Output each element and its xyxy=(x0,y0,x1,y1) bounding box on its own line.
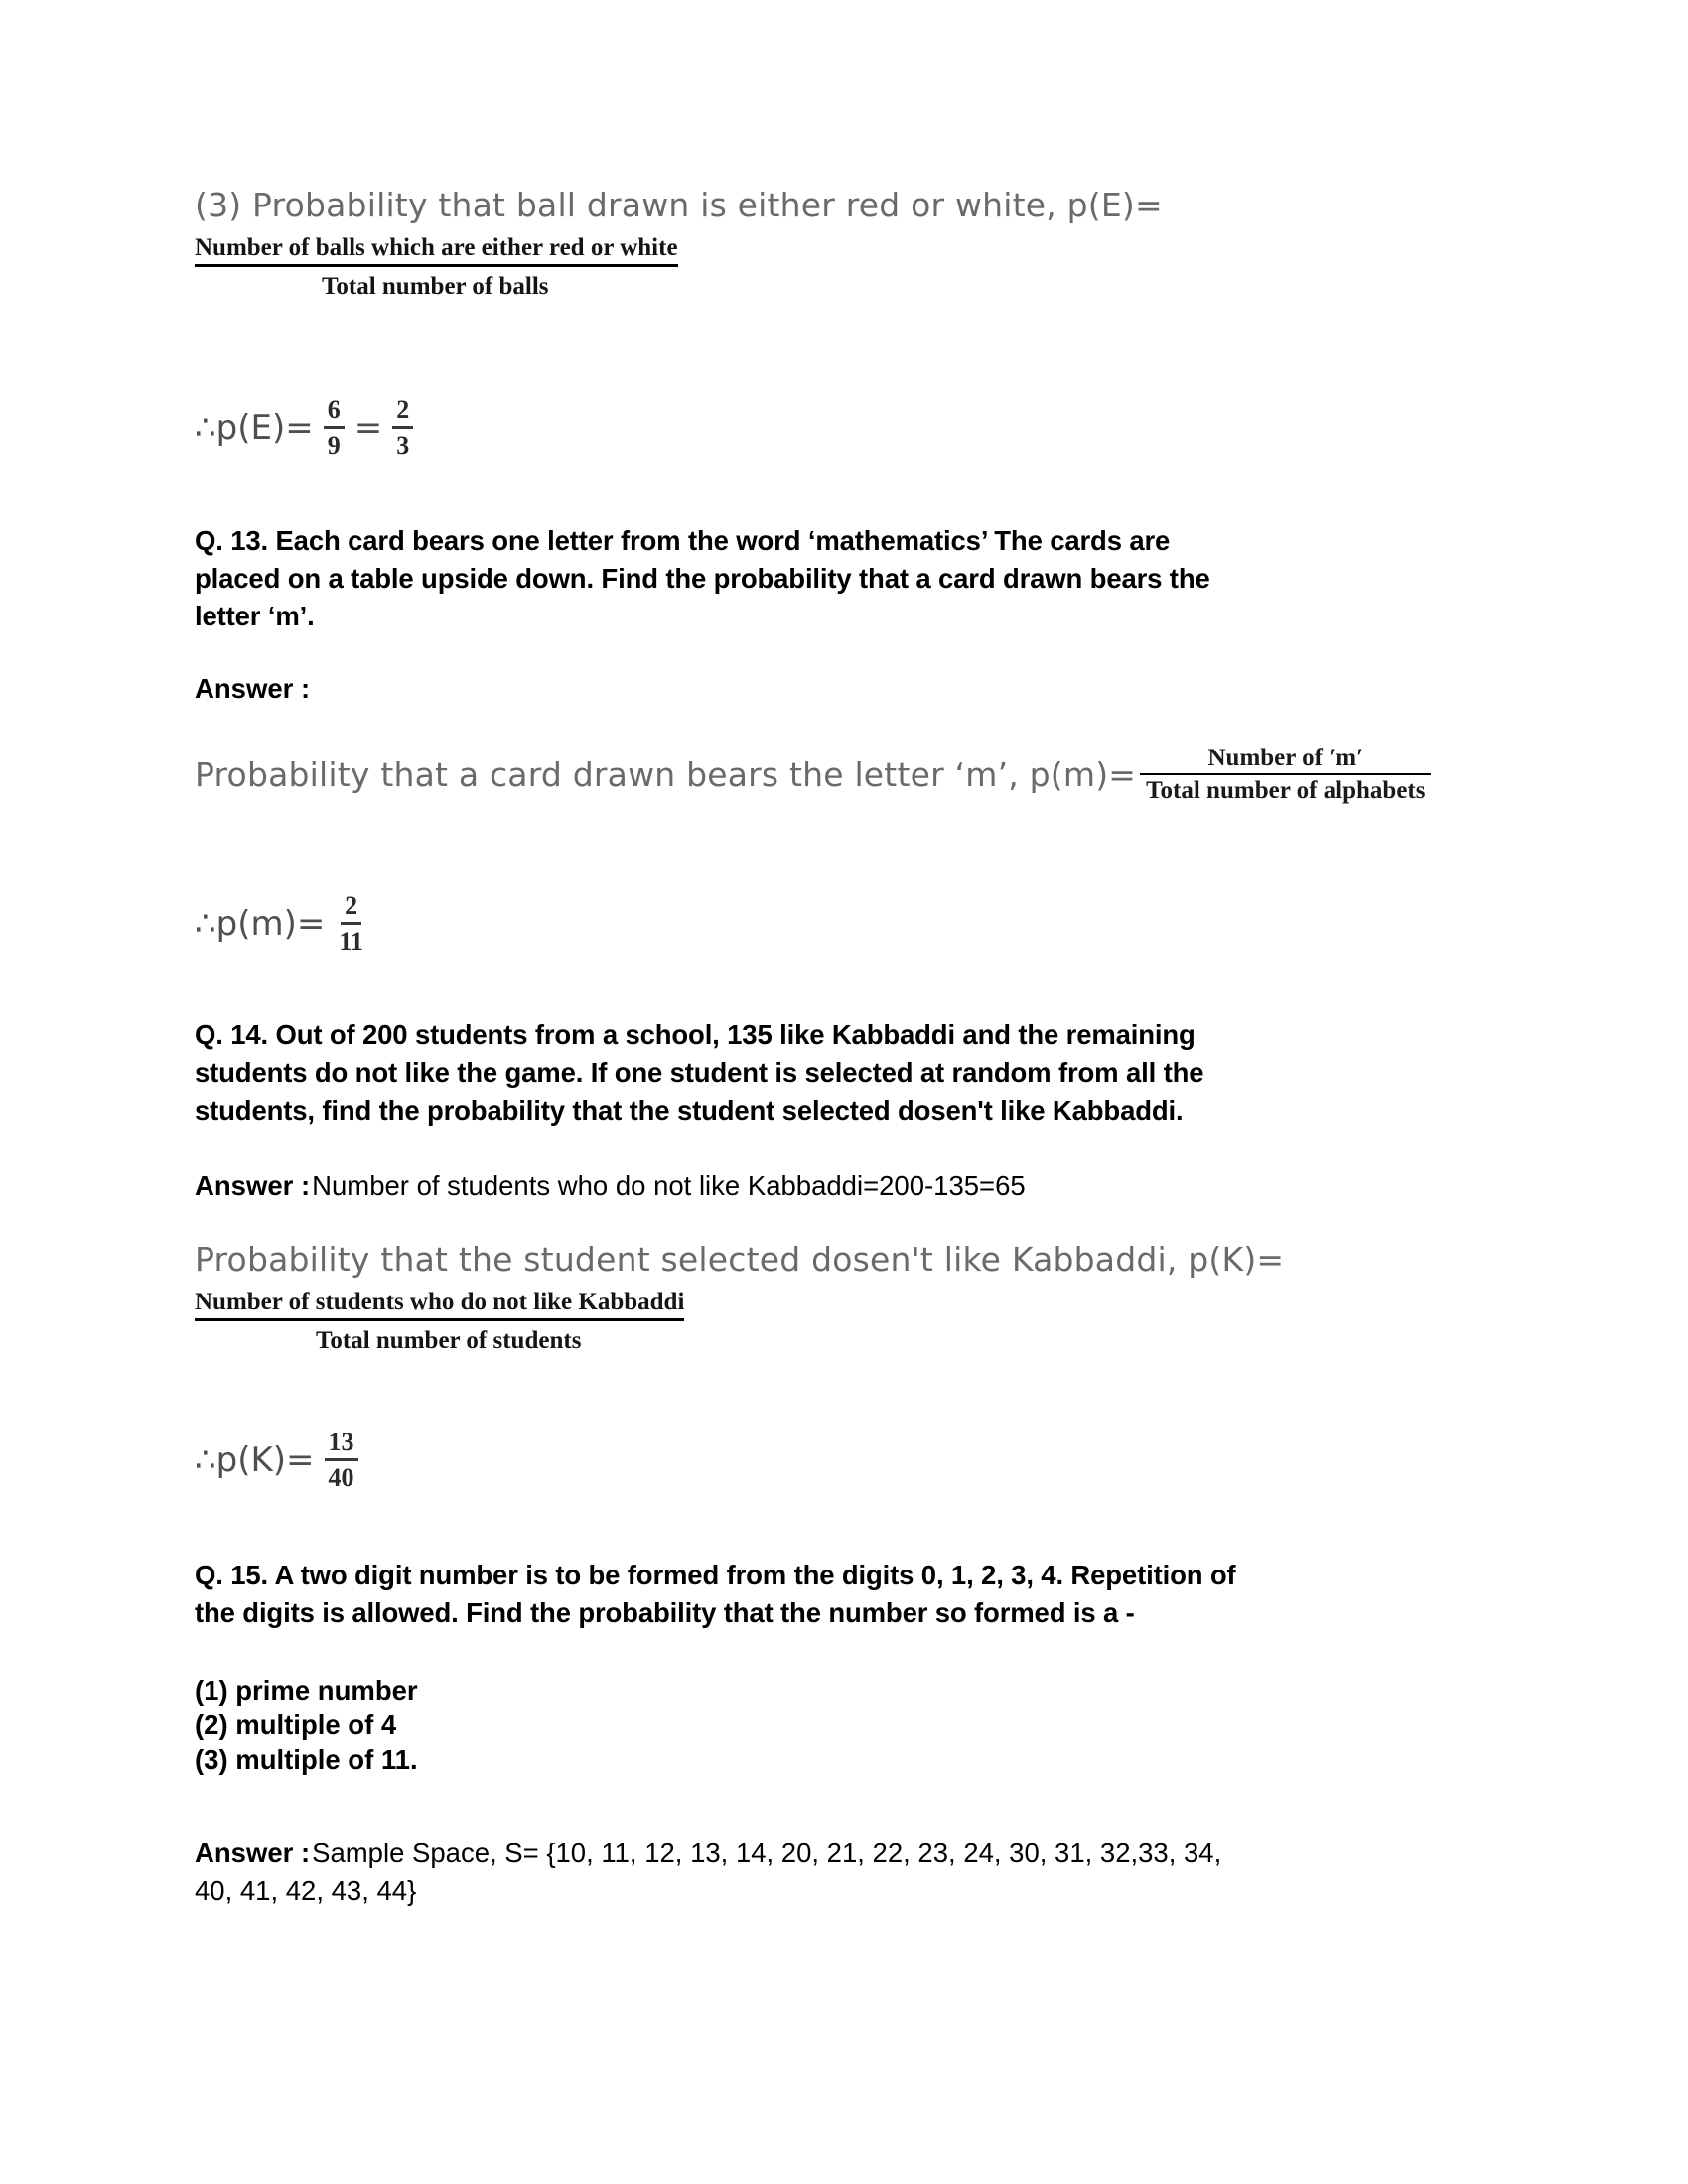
question-15-option-1: (1) prime number xyxy=(195,1675,418,1706)
question-13-block xyxy=(195,522,1210,635)
question-13-formula xyxy=(195,745,1431,805)
question-13-answer-label xyxy=(195,673,310,705)
q12-part3-fraction-numerator: Number of balls which are either red or white xyxy=(195,234,678,267)
question-14-result xyxy=(195,1430,358,1491)
answer-label: Answer : xyxy=(195,673,311,704)
fraction-denominator: 9 xyxy=(327,431,341,460)
question-15-option-2: (2) multiple of 4 xyxy=(195,1709,397,1741)
q12-part3-fraction-denominator: Total number of balls xyxy=(322,272,549,300)
question-13-line-1: Q. 13. Each card bears one letter from the word ‘mathematics’ The cards are xyxy=(195,525,1171,556)
question-15-answer-line-2: 40, 41, 42, 43, 44} xyxy=(195,1874,417,1906)
q12-part3-result xyxy=(195,397,413,459)
fraction-denominator: 11 xyxy=(339,927,363,956)
q12-part3-result-fraction-2 xyxy=(392,397,413,459)
question-14-answer-text: Number of students who do not like Kabbaddi=200-135=65 xyxy=(312,1170,1026,1201)
equals-sign: = xyxy=(353,408,383,448)
question-13-result-lead: ∴p(m)= xyxy=(195,904,326,944)
question-14-formula xyxy=(195,1241,1284,1355)
question-13-formula-fraction xyxy=(1140,745,1431,805)
fraction-denominator: 40 xyxy=(328,1463,354,1492)
question-13-formula-text: Probability that a card drawn bears the letter ‘m’, p(m)= xyxy=(195,754,1137,794)
question-15-options xyxy=(195,1673,418,1778)
question-15-line-1: Q. 15. A two digit number is to be formed from the digits 0, 1, 2, 3, 4. Repetition of xyxy=(195,1560,1236,1590)
question-14-result-fraction xyxy=(325,1430,358,1491)
question-15-answer-line-1: Sample Space, S= {10, 11, 12, 13, 14, 20, 21, 22, 23, 24, 30, 31, 32,33, 34, xyxy=(312,1838,1222,1868)
answer-label: Answer : xyxy=(195,1170,311,1201)
fraction-numerator: 6 xyxy=(324,397,345,429)
fraction-numerator: 2 xyxy=(392,397,413,429)
answer-label: Answer : xyxy=(195,1838,311,1868)
fraction-numerator: 13 xyxy=(325,1430,358,1461)
question-14-formula-fraction xyxy=(195,1289,1284,1355)
question-15-line-2: the digits is allowed. Find the probability that the number so formed is a - xyxy=(195,1596,1135,1628)
question-13-result-fraction xyxy=(335,893,367,955)
question-14-formula-heading: Probability that the student selected dosen't like Kabbaddi, p(K)= xyxy=(195,1240,1285,1279)
q12-part3-heading: (3) Probability that ball drawn is either red or white, p(E)= xyxy=(195,186,1163,224)
fraction-denominator: Total number of students xyxy=(316,1326,582,1354)
question-14-result-lead: ∴p(K)= xyxy=(195,1440,315,1480)
question-15-answer xyxy=(195,1835,1485,1910)
question-13-line-2: placed on a table upside down. Find the probability that a card drawn bears the xyxy=(195,562,1210,594)
q12-part3-result-fraction-1 xyxy=(324,397,345,459)
fraction-denominator: Total number of alphabets xyxy=(1146,777,1426,804)
fraction-numerator: Number of ′m′ xyxy=(1140,745,1431,775)
question-14-line-1: Q. 14. Out of 200 students from a school, 135 like Kabbaddi and the remaining xyxy=(195,1020,1196,1050)
q12-part3-result-lead: ∴p(E)= xyxy=(195,408,314,448)
fraction-denominator: 3 xyxy=(396,431,410,460)
q12-part3-formula xyxy=(195,234,1163,301)
fraction-numerator: Number of students who do not like Kabbaddi xyxy=(195,1289,684,1321)
question-13-line-3: letter ‘m’. xyxy=(195,600,315,631)
question-14-line-3: students, find the probability that the student selected dosen't like Kabbaddi. xyxy=(195,1094,1184,1126)
question-14-line-2: students do not like the game. If one student is selected at random from all the xyxy=(195,1056,1204,1088)
question-14-block xyxy=(195,1017,1203,1130)
fraction-numerator: 2 xyxy=(341,893,361,925)
question-13-result xyxy=(195,893,367,955)
question-15-block xyxy=(195,1557,1236,1632)
question-14-answer xyxy=(195,1167,1026,1205)
q12-part3-block xyxy=(195,187,1163,301)
question-15-option-3: (3) multiple of 11. xyxy=(195,1744,418,1776)
